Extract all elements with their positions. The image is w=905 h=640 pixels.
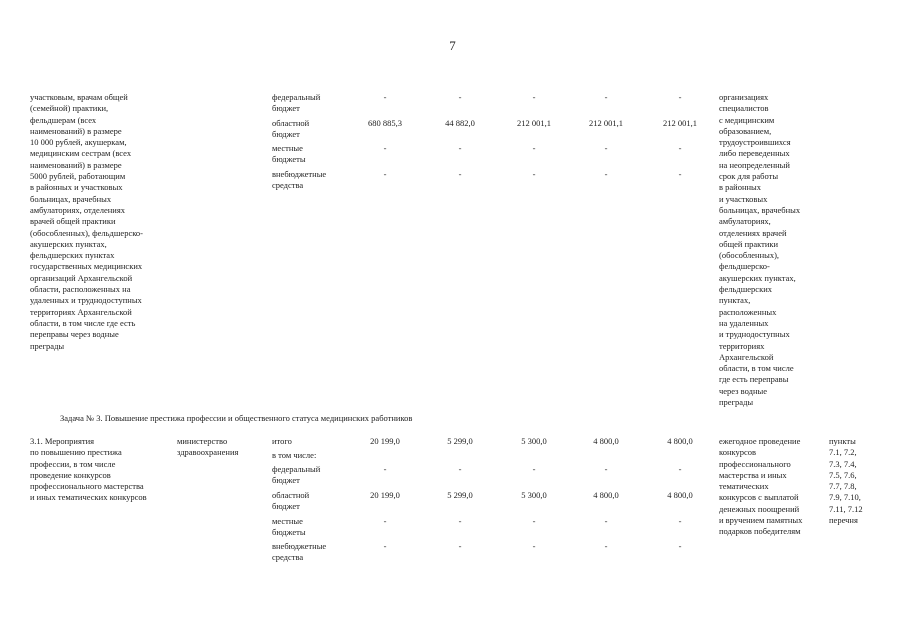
section2-value: - xyxy=(604,541,608,551)
section1-row-source: внебюджетные средства xyxy=(272,169,327,191)
section1-row-source: федеральный бюджет xyxy=(272,92,321,114)
section1-value: - xyxy=(458,169,462,179)
section2-value: 5 299,0 xyxy=(447,436,473,446)
section2-value: - xyxy=(458,516,462,526)
section2-value: 4 800,0 xyxy=(667,490,693,500)
section1-value: 212 001,1 xyxy=(589,118,623,128)
section2-value: - xyxy=(604,464,608,474)
section2-value: 5 300,0 xyxy=(521,436,547,446)
section1-value: - xyxy=(383,143,387,153)
section2-executor: министерство здравоохранения xyxy=(177,436,239,458)
section2-row-source: федеральный бюджет xyxy=(272,464,321,486)
section1-row-source: местные бюджеты xyxy=(272,143,306,165)
section2-row-source: местные бюджеты xyxy=(272,516,306,538)
section1-value: 680 885,3 xyxy=(368,118,402,128)
section1-value: - xyxy=(678,169,682,179)
section2-value: 5 300,0 xyxy=(521,490,547,500)
section2-value: - xyxy=(458,541,462,551)
section2-value: - xyxy=(532,516,536,526)
section2-value: - xyxy=(383,464,387,474)
section2-value: - xyxy=(532,464,536,474)
section2-value: 20 199,0 xyxy=(370,490,400,500)
section2-row-source: областной бюджет xyxy=(272,490,310,512)
section2-result: ежегодное проведение конкурсов профессионального мастерства и иных тематических конкурсов с выплатой денежных поощрений и вручением памятных подарков победителям xyxy=(719,436,803,537)
section1-value: - xyxy=(458,92,462,102)
section1-value: - xyxy=(678,143,682,153)
section1-value: - xyxy=(383,92,387,102)
section2-value: - xyxy=(678,516,682,526)
section1-value: - xyxy=(532,169,536,179)
section2-value: 4 800,0 xyxy=(667,436,693,446)
section2-row-source: итого xyxy=(272,436,292,446)
section2-value: - xyxy=(458,464,462,474)
section2-description: 3.1. Мероприятия по повышению престижа профессии, в том числе проведение конкурсов профессионального мастерства и иных тематических конкурсов xyxy=(30,436,147,503)
section2-value: - xyxy=(383,541,387,551)
section2-value: 4 800,0 xyxy=(593,436,619,446)
section1-value: 44 882,0 xyxy=(445,118,475,128)
page-number: 7 xyxy=(449,38,456,53)
section2-value: - xyxy=(678,541,682,551)
section2-value: - xyxy=(678,464,682,474)
section2-value: 20 199,0 xyxy=(370,436,400,446)
section1-value: - xyxy=(458,143,462,153)
section2-row-source: внебюджетные средства xyxy=(272,541,327,563)
section1-value: - xyxy=(532,143,536,153)
section1-value: - xyxy=(604,143,608,153)
section2-value: - xyxy=(604,516,608,526)
section2-row-source: в том числе: xyxy=(272,450,317,460)
section1-value: - xyxy=(604,92,608,102)
section1-value: - xyxy=(383,169,387,179)
section2-value: - xyxy=(532,541,536,551)
task-heading: Задача № 3. Повышение престижа профессии и общественного статуса медицинских работников xyxy=(60,413,413,423)
section1-value: - xyxy=(604,169,608,179)
section1-result: организациях специалистов с медицинским образованием, трудоустроившихся либо переведенных на неопределенный срок для работы в районных и участковых больницах, врачебных амбулаториях, отделениях врачей общей практики (обособленных), фельдшерско- акушерских пунктах, фельдшерских пунктах, расположенных на удаленных и труднодоступных территориях Архангельской области, в том числе где есть переправы через водные преграды xyxy=(719,92,801,408)
section1-value: 212 001,1 xyxy=(663,118,697,128)
section2-value: 5 299,0 xyxy=(447,490,473,500)
section1-description: участковым, врачам общей (семейной) практики, фельдшерам (всех наименований) в размере 10 000 рублей, акушеркам, медицинским сестрам (всех наименований) в размере 5000 рублей, работающим в районных и участковых больницах, врачебных амбулаториях, отделениях врачей общей практики (обособленных), фельдшерско- акушерских пунктах, фельдшерских пунктах государственных медицинских организаций Архангельской области, расположенных на удаленных и труднодоступных территориях Архангельской области, в том числе где есть переправы через водные преграды xyxy=(30,92,143,351)
section2-reference: пункты 7.1, 7.2, 7.3, 7.4, 7.5, 7.6, 7.7, 7.8, 7.9, 7.10, 7.11, 7.12 перечня xyxy=(829,436,863,526)
section1-value: - xyxy=(532,92,536,102)
section1-value: - xyxy=(678,92,682,102)
section2-value: 4 800,0 xyxy=(593,490,619,500)
section1-value: 212 001,1 xyxy=(517,118,551,128)
section2-value: - xyxy=(383,516,387,526)
section1-row-source: областной бюджет xyxy=(272,118,310,140)
